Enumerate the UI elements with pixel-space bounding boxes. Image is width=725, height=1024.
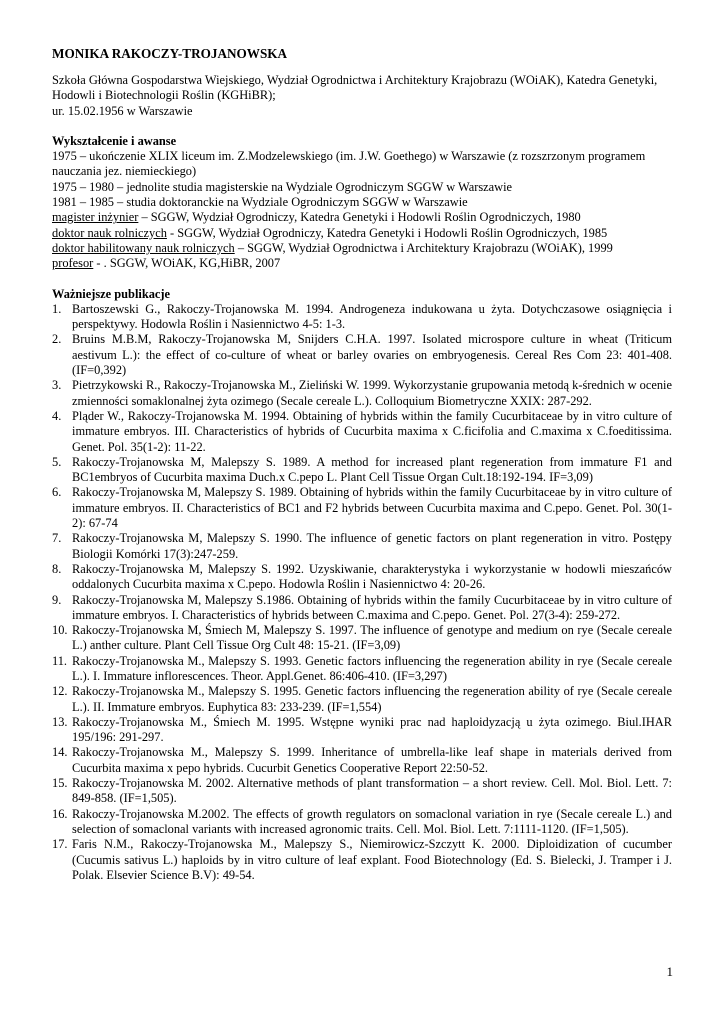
publication-number: 1. xyxy=(52,301,62,316)
publications-heading: Ważniejsze publikacje xyxy=(52,286,171,301)
birth-info: ur. 15.02.1956 w Warszawie xyxy=(52,103,193,118)
publication-item xyxy=(52,302,672,333)
publication-number: 8. xyxy=(52,561,62,576)
publication-item xyxy=(52,531,672,562)
publication-item xyxy=(52,593,672,624)
publication-number: 12. xyxy=(52,684,68,699)
page-number: 1 xyxy=(666,964,673,979)
education-section xyxy=(52,149,672,271)
publication-text: Bartoszewski G., Rakoczy-Trojanowska M. 1994. Androgeneza indukowana u żyta. Dotychczasowe osiągnięcia i perspektywy. Hodowla Roślin i Nasiennictwo 4-5: 1-3. xyxy=(72,301,672,332)
degree-line xyxy=(52,241,672,256)
education-line: 1981 – 1985 – studia doktoranckie na Wydziale Ogrodniczym SGGW w Warszawie xyxy=(52,195,468,210)
publication-text: Rakoczy-Trojanowska M., Malepszy S. 1993. Genetic factors influencing the regeneration ability in rye (Secale cereale L.). I. Immature inflorescences. Theor. Appl.Genet. 86:406-410. (IF=3,297) xyxy=(72,653,672,683)
degree-title: profesor xyxy=(52,256,94,271)
degree-details: - . SGGW, WOiAK, KG,HiBR, 2007 xyxy=(93,256,281,271)
publication-item xyxy=(52,455,672,486)
publication-item xyxy=(52,745,672,776)
publication-text: Pietrzykowski R., Rakoczy-Trojanowska M., Zieliński W. 1999. Wykorzystanie grupowania metodą k-średnich w ocenie zmienności somaklonalnej żyta ozimego (Secale cereale L.). Colloquium Biometryczne XXIX: 287-292. xyxy=(72,378,672,408)
publication-list xyxy=(52,302,672,883)
publication-text: Pląder W., Rakoczy-Trojanowska M. 1994. Obtaining of hybrids within the family Cucurbitaceae by in vitro culture of immature embryos. III. Characteristics of hybrids of Cucurbita maxima x C.ficifolia and C.maxima x C.foeditissima. Genet. Pol. 35(1-2): 11-22. xyxy=(72,408,672,454)
publication-text: Rakoczy-Trojanowska M, Malepszy S. 1992. Uzyskiwanie, charakterystyka i wykorzystanie w hodowli mieszańców oddalonych Cucurbita maxima x C.pepo. Hodowla Roślin i Nasiennictwo 4: 20-26. xyxy=(72,561,672,592)
publication-item xyxy=(52,378,672,409)
education-line: 1975 – ukończenie XLIX liceum im. Z.Modzelewskiego (im. J.W. Goethego) w Warszawie (z rozszrzonym programem nauczania jez. niemieckiego) xyxy=(52,149,646,179)
publication-item xyxy=(52,684,672,715)
publication-number: 2. xyxy=(52,332,62,347)
publication-number: 10. xyxy=(52,623,68,638)
publication-text: Rakoczy-Trojanowska M, Malepszy S. 1989. Obtaining of hybrids within the family Cucurbitaceae by in vitro culture of immature embryos. II. Characteristics of BC1 and F2 hybrids between Cucurbita maxima and C.pepo. Genet. Pol. 30(1-2): 67-74 xyxy=(72,485,672,531)
publication-number: 3. xyxy=(52,378,62,393)
publication-item xyxy=(52,409,672,455)
publication-item xyxy=(52,332,672,378)
education-line: 1975 – 1980 – jednolite studia magisterskie na Wydziale Ogrodniczym SGGW w Warszawie xyxy=(52,179,513,194)
publication-item xyxy=(52,485,672,531)
publication-text: Faris N.M., Rakoczy-Trojanowska M., Malepszy S., Niemirowicz-Szczytt K. 2000. Diploidization of cucumber (Cucumis sativus L.) haploids by in vitro culture of leaf explant. Food Biotechnology (Ed. S. Bielecki, J. Tramper i J. Polak. Elsevier Science B.V): 49-54. xyxy=(72,837,672,882)
author-name: MONIKA RAKOCZY-TROJANOWSKA xyxy=(52,46,288,61)
publication-text: Rakoczy-Trojanowska M, Malepszy S. 1990. The influence of genetic factors on plant regeneration in vitro. Postępy Biologii Komórki 17(3):247-259. xyxy=(72,531,672,561)
publication-text: Rakoczy-Trojanowska M, Malepszy S.1986. Obtaining of hybrids within the family Cucurbitaceae by in vitro culture of immature embryos. I. Characteristics of hybrids between C.maxima and C.pepo. Genet. Pol. 27(3-4): 259-272. xyxy=(72,592,672,622)
publication-text: Rakoczy-Trojanowska M., Malepszy S. 1999. Inheritance of umbrella-like leaf shape in materials derived from Cucurbita maxima x pepo hybrids. Cucurbit Genetics Cooperative Report 22:50-52. xyxy=(72,745,672,775)
degree-title: magister inżynier xyxy=(52,210,139,225)
degree-line xyxy=(52,210,672,225)
publication-text: Rakoczy-Trojanowska M. 2002. Alternative methods of plant transformation – a short review. Cell. Mol. Biol. Lett. 7: 849-858. (IF=1,505). xyxy=(72,776,672,806)
publication-number: 14. xyxy=(52,745,68,760)
publication-item xyxy=(52,562,672,593)
degree-details: - SGGW, Wydział Ogrodniczy, Katedra Genetyki i Hodowli Roślin Ogrodniczych, 1985 xyxy=(166,225,608,240)
publication-item xyxy=(52,654,672,685)
publication-item xyxy=(52,776,672,807)
publication-text: Rakoczy-Trojanowska M.2002. The effects of growth regulators on somaclonal variation in rye (Secale cereale L.) and selection of somaclonal variants with increased agronomic traits. Cell. Mol. Biol. Lett. 7:1111-1120. (IF=1,505). xyxy=(72,806,672,836)
publication-number: 6. xyxy=(52,485,62,500)
degree-details: – SGGW, Wydział Ogrodniczy, Katedra Genetyki i Hodowli Roślin Ogrodniczych, 1980 xyxy=(138,210,581,225)
publication-number: 15. xyxy=(52,776,68,791)
document-page xyxy=(52,46,672,883)
publication-item xyxy=(52,715,672,746)
publication-number: 5. xyxy=(52,454,62,469)
publication-text: Rakoczy-Trojanowska M., Śmiech M. 1995. Wstępne wyniki prac nad haploidyzacją u żyta ozimego. Biul.IHAR 195/196: 291-297. xyxy=(72,714,672,745)
publication-item xyxy=(52,623,672,654)
publication-text: Rakoczy-Trojanowska M, Śmiech M, Malepszy S. 1997. The influence of genotype and medium on rye (Secale cereale L.) anther culture. Plant Cell Tissue Org Cult 48: 15-21. (IF=3,09) xyxy=(72,623,672,653)
publication-number: 9. xyxy=(52,592,62,607)
publication-number: 16. xyxy=(52,806,68,821)
publication-number: 17. xyxy=(52,837,68,852)
degree-title: doktor nauk rolniczych xyxy=(52,225,167,240)
publication-text: Bruins M.B.M, Rakoczy-Trojanowska M, Snijders C.H.A. 1997. Isolated microspore culture in wheat (Triticum aestivum L.): the effect of co-culture of wheat or barley ovaries on embryogenesis. Cereal Res Com 23: 401-408. (IF=0,392) xyxy=(72,332,672,378)
publication-number: 7. xyxy=(52,531,62,546)
degree-title: doktor habilitowany nauk rolniczych xyxy=(52,240,235,255)
degree-line xyxy=(52,226,672,241)
publication-number: 11. xyxy=(52,653,68,668)
publication-text: Rakoczy-Trojanowska M, Malepszy S. 1989. A method for increased plant regeneration from immature F1 and BC1embryos of Cucurbita maxima Duch.x C.pepo L. Plant Cell Tissue Organ Cult.18:192-194. IF=3,09) xyxy=(72,454,672,485)
education-heading: Wykształcenie i awanse xyxy=(52,133,177,148)
degree-details: – SGGW, Wydział Ogrodnictwa i Architektury Krajobrazu (WOiAK), 1999 xyxy=(234,240,613,255)
publication-number: 4. xyxy=(52,408,62,423)
publication-item xyxy=(52,807,672,838)
affiliation: Szkoła Główna Gospodarstwa Wiejskiego, Wydział Ogrodnictwa i Architektury Krajobrazu (WOiAK), Katedra Genetyki, Hodowli i Biotechnologii Roślin (KGHiBR); xyxy=(52,73,658,103)
publication-number: 13. xyxy=(52,714,68,729)
publication-text: Rakoczy-Trojanowska M., Malepszy S. 1995. Genetic factors influencing the regeneration ability of rye (Secale cereale L.). II. Immature embryos. Euphytica 83: 233-239. (IF=1,554) xyxy=(72,684,672,714)
degree-line xyxy=(52,256,672,271)
publication-item xyxy=(52,837,672,883)
